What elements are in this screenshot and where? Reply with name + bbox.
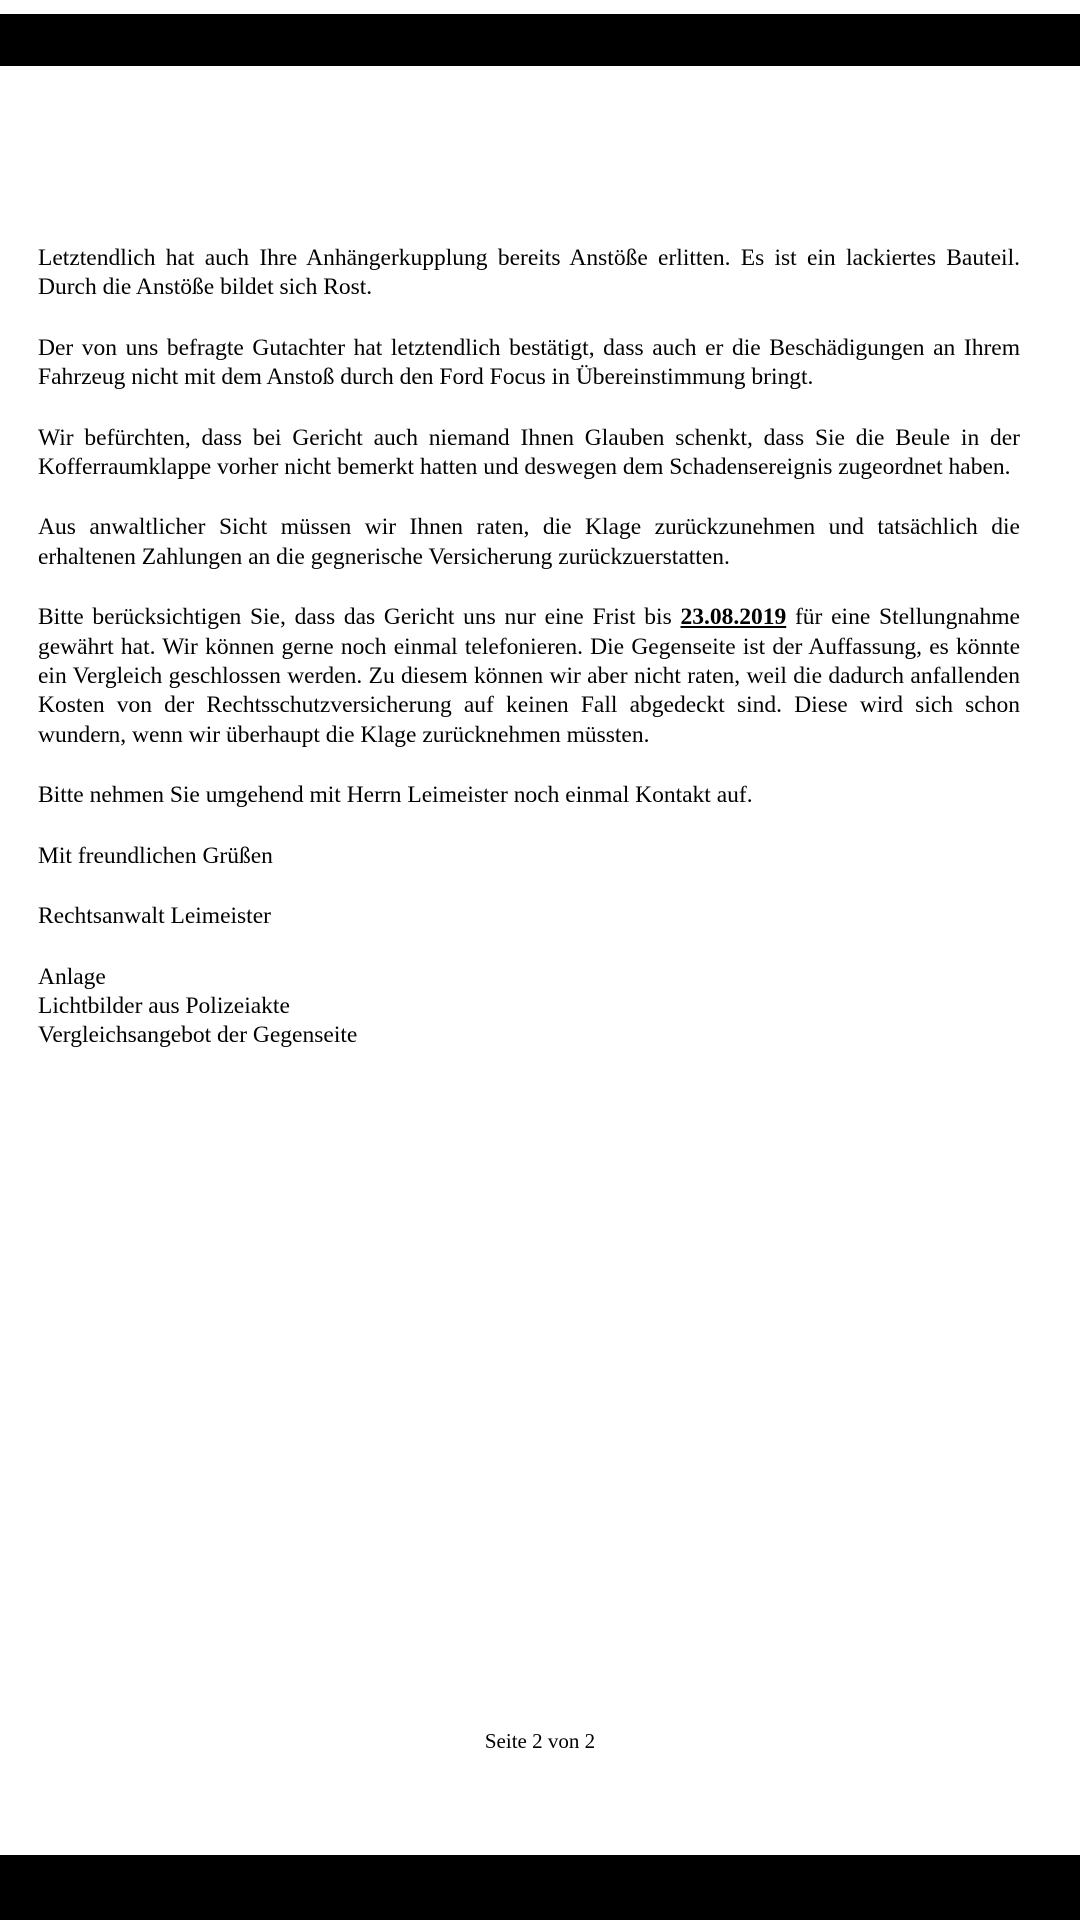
signature-name: Rechtsanwalt Leimeister xyxy=(38,903,271,930)
deadline-text-after: für eine Stellungnahme gewährt hat. Wir können gerne noch einmal telefonieren. Die Gegenseite ist der Auffassung, es könnte ein Vergleich geschlossen werden. Zu diesem können wir aber nicht raten, weil die dadurch anfallenden Kosten von der Rechtsschutzversicherung auf keinen Fall abgedeckt sind. Diese wird sich schon wundern, wenn wir überhaupt die Klage zurücknehmen müssten. xyxy=(38,604,1020,748)
deadline-text-before: Bitte berücksichtigen Sie, dass das Gericht uns nur eine Frist bis xyxy=(38,604,681,631)
enclosure-item-lichtbilder: Lichtbilder aus Polizeiakte xyxy=(38,992,290,1019)
paragraph-kontakt: Bitte nehmen Sie umgehend mit Herrn Leimeister noch einmal Kontakt auf. xyxy=(38,782,753,809)
closing-formula: Mit freundlichen Grüßen xyxy=(38,842,273,869)
paragraph-anhaengerkupplung: Letztendlich hat auch Ihre Anhängerkupplung bereits Anstöße erlitten. Es ist ein lackiertes Bauteil. Durch die Anstöße bildet sich Rost. xyxy=(38,245,1020,301)
enclosure-item-vergleichsangebot: Vergleichsangebot der Gegenseite xyxy=(38,1022,358,1049)
paragraph-gericht-beule: Wir befürchten, dass bei Gericht auch niemand Ihnen Glauben schenkt, dass Sie die Beule in der Kofferraumklappe vorher nicht bemerkt hatten und deswegen dem Schadensereignis zugeordnet haben. xyxy=(38,424,1020,481)
letter-body xyxy=(38,244,1020,1051)
paragraph-gutachter: Der von uns befragte Gutachter hat letztendlich bestätigt, dass auch er die Beschädigungen an Ihrem Fahrzeug nicht mit dem Anstoß durch den Ford Focus in Übereinstimmung bringt. xyxy=(38,334,1020,391)
paragraph-anwaltlicher-rat: Aus anwaltlicher Sicht müssen wir Ihnen raten, die Klage zurückzunehmen und tatsächlich die erhaltenen Zahlungen an die gegnerische Versicherung zurückzuerstatten. xyxy=(38,514,1020,570)
enclosure-heading: Anlage xyxy=(38,963,106,990)
paragraph-frist xyxy=(38,603,1020,750)
enclosures-block xyxy=(38,963,1020,1051)
document-page xyxy=(0,66,1080,1855)
page-number-footer: Seite 2 von 2 xyxy=(484,1729,596,1753)
top-letterbox-bar xyxy=(0,14,1080,66)
deadline-date: 23.08.2019 xyxy=(680,604,787,631)
bottom-letterbox-bar xyxy=(0,1855,1080,1920)
